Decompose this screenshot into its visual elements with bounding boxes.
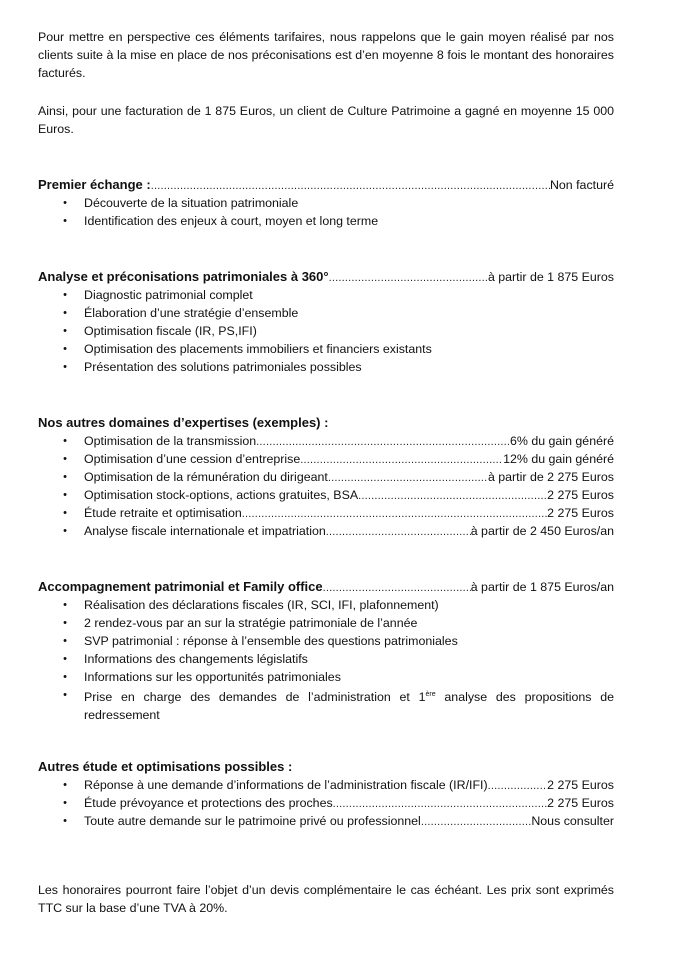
item-label: Diagnostic patrimonial complet [84,288,253,302]
bullet-icon: • [63,435,67,447]
item-label: Étude retraite et optimisation [84,506,242,520]
bullet-icon: • [63,325,67,337]
bullet-icon: • [63,197,67,209]
item-label: Identification des enjeux à court, moyen et long terme [84,214,379,228]
list-item [38,632,614,650]
list-item [38,212,614,230]
item-label: Informations des changements législatifs [84,652,308,666]
list-item [38,522,614,540]
section-autres-list [38,776,614,830]
bullet-icon: • [63,689,67,701]
item-label-part: Prise en charge des demandes de l’administration et 1 [84,690,426,704]
item-price: à partir de 2 275 Euros [487,470,614,484]
section-analyse-header [38,268,614,286]
list-item [38,650,614,668]
list-item [38,286,614,304]
list-item [38,596,614,614]
list-item [38,686,614,724]
dot-leader [151,177,550,195]
bullet-icon: • [63,489,67,501]
item-price: 2 275 Euros [547,778,614,792]
item-label: Optimisation de la rémunération du dirigeant [84,470,328,484]
item-label: Présentation des solutions patrimoniales possibles [84,360,362,374]
list-item [38,614,614,632]
list-item [38,668,614,686]
item-price: 2 275 Euros [547,488,614,502]
item-label: Optimisation stock-options, actions gratuites, BSA [84,488,359,502]
bullet-icon: • [63,215,67,227]
item-price: 2 275 Euros [547,506,614,520]
list-item [38,194,614,212]
section-accompagnement-list [38,596,614,724]
bullet-icon: • [63,653,67,665]
bullet-icon: • [63,471,67,483]
dot-leader [488,777,548,795]
dot-leader [328,469,488,487]
dot-leader [242,505,547,523]
item-price: 6% du gain généré [509,434,614,448]
section-title: Nos autres domaines d’expertises (exemples) : [38,415,329,430]
bullet-icon: • [63,815,67,827]
section-price: à partir de 1 875 Euros/an [470,580,614,594]
list-item [38,304,614,322]
item-label: Toute autre demande sur le patrimoine privé ou professionnel [84,814,421,828]
section-title: Accompagnement patrimonial et Family office [38,579,323,594]
bullet-icon: • [63,671,67,683]
item-label: 2 rendez-vous par an sur la stratégie patrimoniale de l’année [84,616,418,630]
list-item [38,486,614,504]
item-label-part: analyse des propositions de redressement [84,690,614,722]
intro-paragraph-example: Ainsi, pour une facturation de 1 875 Euros, un client de Culture Patrimoine a gagné en moyenne 15 000 Euros. [38,104,614,136]
item-price: à partir de 2 450 Euros/an [470,524,614,538]
intro-paragraph-gain: Pour mettre en perspective ces éléments tarifaires, nous rappelons que le gain moyen réalisé par nos clients suite à la mise en place de nos préconisations est d’en moyenne 8 fois le montant des honoraires facturés. [38,30,614,80]
item-label: Optimisation d’une cession d’entreprise [84,452,301,466]
section-title: Analyse et préconisations patrimoniales à 360° [38,269,329,284]
section-price: à partir de 1 875 Euros [487,270,614,284]
item-label: Découverte de la situation patrimoniale [84,196,299,210]
item-label-superscript: ère [425,691,436,698]
item-price: Nous consulter [531,814,614,828]
dot-leader [333,795,548,813]
bullet-icon: • [63,599,67,611]
item-label: Optimisation de la transmission [84,434,257,448]
bullet-icon: • [63,797,67,809]
bullet-icon: • [63,361,67,373]
item-label: Élaboration d’une stratégie d’ensemble [84,306,299,320]
list-item [38,340,614,358]
item-label: Optimisation fiscale (IR, PS,IFI) [84,324,257,338]
dot-leader [421,813,532,831]
footer-note: Les honoraires pourront faire l’objet d’un devis complémentaire le cas échéant. Les prix sont exprimés TTC sur la base d’une TVA à 20%. [38,883,614,915]
list-item [38,504,614,522]
list-item [38,322,614,340]
bullet-icon: • [63,289,67,301]
item-label: Analyse fiscale internationale et impatriation [84,524,326,538]
section-title: Autres étude et optimisations possibles : [38,759,293,774]
section-price: Non facturé [549,178,614,192]
bullet-icon: • [63,779,67,791]
bullet-icon: • [63,343,67,355]
dot-leader [329,269,488,287]
section-expertises-list [38,432,614,540]
section-title: Premier échange : [38,177,151,192]
dot-leader [358,487,547,505]
item-label: Étude prévoyance et protections des proches [84,796,333,810]
bullet-icon: • [63,525,67,537]
bullet-icon: • [63,307,67,319]
dot-leader [300,451,503,469]
dot-leader [323,579,471,597]
section-expertises-header [38,414,614,432]
section-analyse-list [38,286,614,376]
list-item [38,776,614,794]
list-item [38,450,614,468]
item-price: 2 275 Euros [547,796,614,810]
item-label: SVP patrimonial : réponse à l’ensemble des questions patrimoniales [84,634,458,648]
bullet-icon: • [63,635,67,647]
section-premier-echange-list [38,194,614,230]
list-item [38,812,614,830]
item-price: 12% du gain généré [503,452,614,466]
dot-leader [256,433,510,451]
section-accompagnement-header [38,578,614,596]
dot-leader [326,523,471,541]
bullet-icon: • [63,507,67,519]
bullet-icon: • [63,617,67,629]
list-item [38,794,614,812]
list-item [38,468,614,486]
item-label: Réalisation des déclarations fiscales (IR, SCI, IFI, plafonnement) [84,598,439,612]
section-premier-echange-header [38,176,614,194]
bullet-icon: • [63,453,67,465]
item-label: Réponse à une demande d’informations de l’administration fiscale (IR/IFI) [84,778,488,792]
item-label: Informations sur les opportunités patrimoniales [84,670,341,684]
list-item [38,432,614,450]
section-autres-header [38,758,614,776]
item-label: Optimisation des placements immobiliers et financiers existants [84,342,432,356]
list-item [38,358,614,376]
